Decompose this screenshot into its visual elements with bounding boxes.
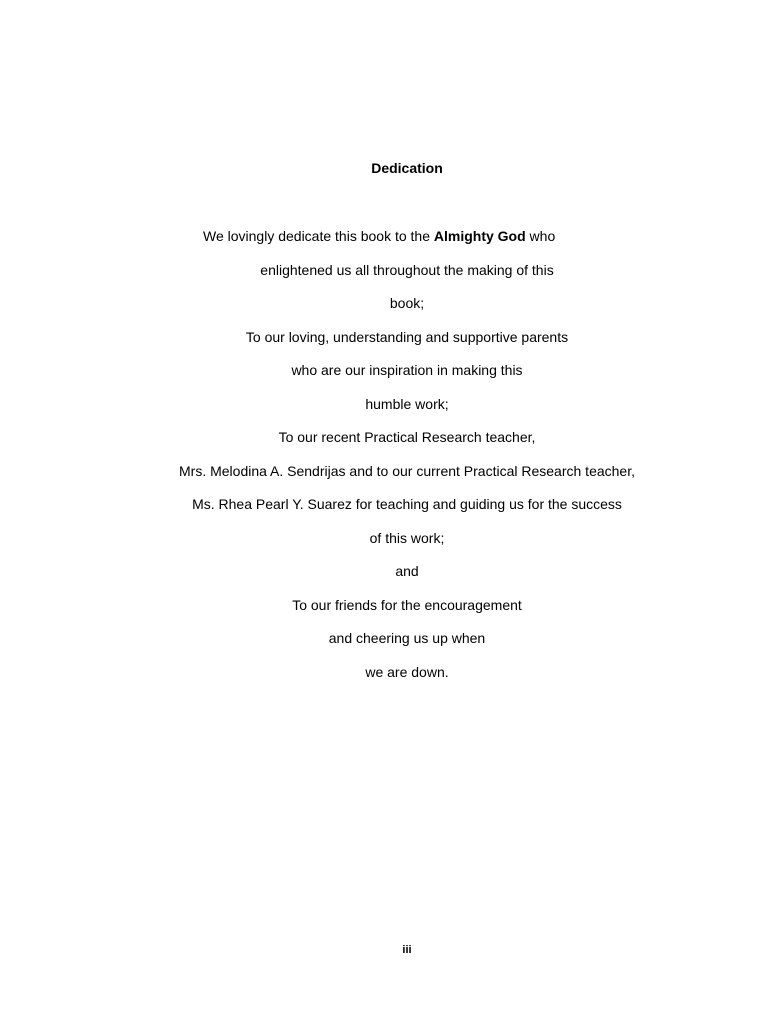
dedication-line: and xyxy=(395,563,419,579)
dedication-line: Mrs. Melodina A. Sendrijas and to our current Practical Research teacher, xyxy=(179,462,635,479)
dedication-line: humble work; xyxy=(365,395,449,412)
dedication-body xyxy=(0,226,768,695)
dedication-line: Ms. Rhea Pearl Y. Suarez for teaching and guiding us for the success xyxy=(192,496,622,512)
page-title: Dedication xyxy=(371,160,443,176)
emphasized-text: Almighty God xyxy=(433,228,526,244)
dedication-line: book; xyxy=(389,295,425,311)
dedication-line: To our recent Practical Research teacher, xyxy=(278,429,536,445)
dedication-line: enlightened us all throughout the making of this xyxy=(260,261,554,278)
dedication-line: and cheering us up when xyxy=(328,630,486,646)
dedication-line: To our friends for the encouragement xyxy=(292,596,522,613)
dedication-text: who xyxy=(525,228,556,244)
dedication-line: To our loving, understanding and supportive parents xyxy=(245,328,569,345)
dedication-text: We lovingly dedicate this book to the xyxy=(203,228,434,244)
dedication-line xyxy=(0,226,768,260)
page-number: iii xyxy=(402,944,412,956)
dedication-line: of this work; xyxy=(369,529,445,546)
dedication-line: who are our inspiration in making this xyxy=(291,362,523,378)
dedication-line: we are down. xyxy=(365,663,449,680)
